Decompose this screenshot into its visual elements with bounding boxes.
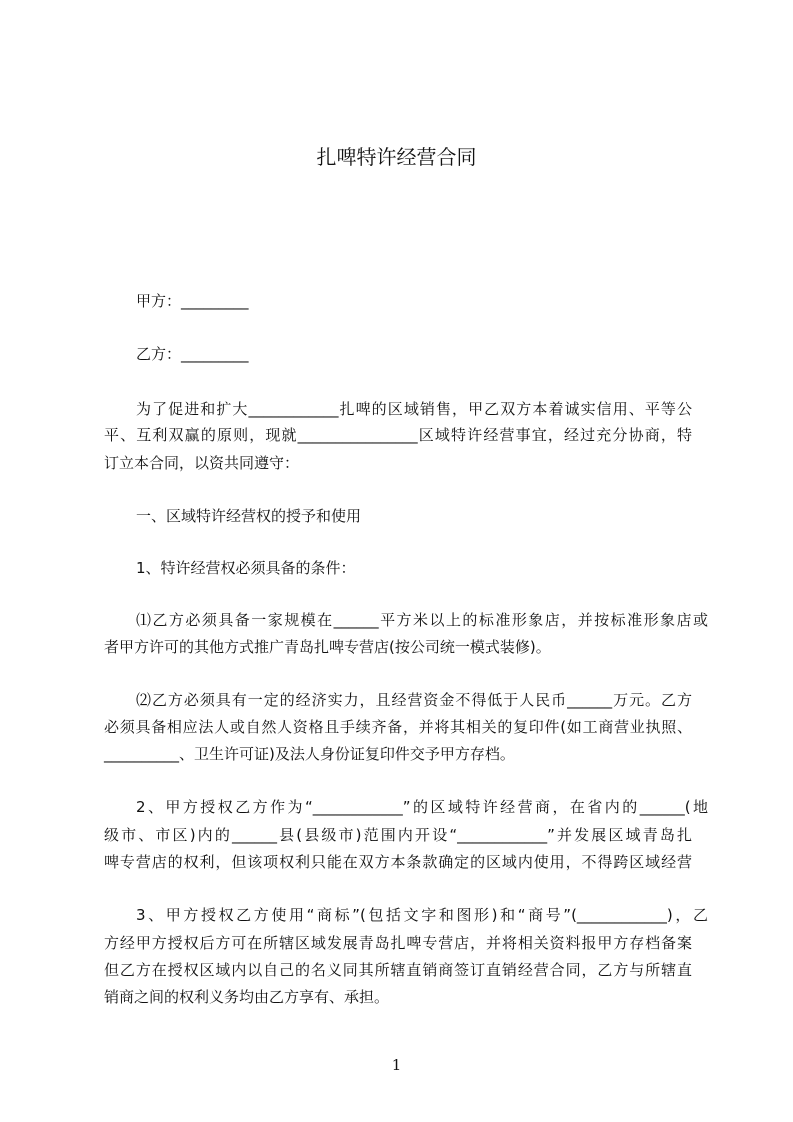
- clause-line: 2、甲方授权乙方作为“____________”的区域特许经营商，在省内的______(地: [136, 798, 708, 816]
- clause-line: 啤专营店的权利，但该项权利只能在双方本条款确定的区域内使用，不得跨区域经营: [104, 853, 692, 871]
- clause-line: 级市、市区)内的______县(县级市)范围内开设“____________”并发展区域青岛扎: [104, 826, 692, 844]
- party-a-line: 甲方：_________: [136, 292, 249, 310]
- preamble-line: 为了促进和扩大____________扎啤的区域销售，甲乙双方本着诚实信用、平等公: [136, 400, 692, 418]
- clause-heading: 1、特许经营权必须具备的条件：: [136, 559, 356, 577]
- clause-line: 但乙方在授权区域内以自己的名义同其所辖直销商签订直销经营合同，乙方与所辖直: [104, 961, 692, 979]
- section-heading: 一、区域特许经营权的授予和使用: [136, 507, 362, 525]
- clause-line: __________、卫生许可证)及法人身份证复印件交予甲方存档。: [104, 745, 515, 763]
- clause-line: 者甲方许可的其他方式推广青岛扎啤专营店(按公司统一模式装修)。: [104, 638, 551, 656]
- page-number: 1: [391, 1056, 402, 1074]
- preamble-line: 订立本合同，以资共同遵守：: [104, 454, 300, 472]
- clause-line: ⑴乙方必须具备一家规模在______平方米以上的标准形象店，并按标准形象店或: [136, 611, 708, 629]
- clause-line: 3、甲方授权乙方使用“商标”(包括文字和图形)和“商号”(____________)，乙: [136, 906, 708, 924]
- document-title: 扎啤特许经营合同: [316, 145, 477, 169]
- clause-line: 必须具备相应法人或自然人资格且手续齐备，并将其相关的复印件(如工商营业执照、: [104, 718, 692, 736]
- party-b-line: 乙方：_________: [136, 345, 249, 363]
- clause-line: 方经甲方授权后方可在所辖区域发展青岛扎啤专营店，并将相关资料报甲方存档备案: [104, 934, 692, 952]
- clause-line: ⑵乙方必须具有一定的经济实力，且经营资金不得低于人民币______万元。乙方: [136, 691, 692, 709]
- clause-line: 销商之间的权利义务均由乙方享有、承担。: [104, 988, 390, 1006]
- preamble-line: 平、互利双赢的原则，现就________________区域特许经营事宜，经过充分协商，特: [104, 426, 692, 444]
